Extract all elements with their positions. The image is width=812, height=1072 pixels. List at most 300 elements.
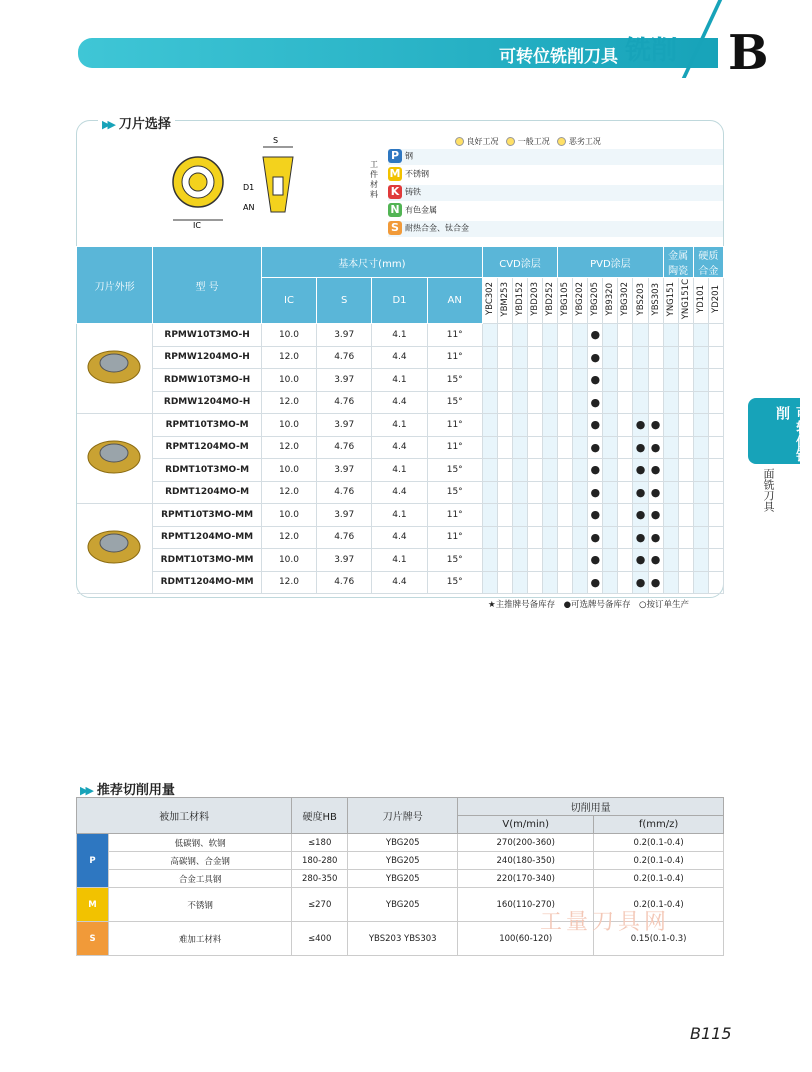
available-dot: ● <box>635 485 646 499</box>
grade-cell <box>693 481 708 504</box>
col-model: 型 号 <box>153 247 262 324</box>
grade-cell <box>497 391 512 414</box>
ic-cell: 10.0 <box>261 324 316 347</box>
col-carbide: 硬质合金 <box>693 247 723 278</box>
section-insert-selection-title: ▶▶ 刀片选择 <box>98 113 175 132</box>
f-cell: 0.15(0.1-0.3) <box>594 922 724 956</box>
model-cell: RDMW1204MO-H <box>153 391 262 414</box>
material-badge: P <box>388 149 402 163</box>
grade-cell <box>543 549 558 572</box>
material-badge: S <box>388 221 402 235</box>
hb-cell: 280-350 <box>292 870 348 888</box>
available-dot: ● <box>650 440 661 454</box>
grade-cell <box>618 414 633 437</box>
page-number: B115 <box>690 1024 732 1043</box>
material-badge: S <box>77 922 109 956</box>
material-cell: 合金工具钢 <box>109 870 292 888</box>
grade-cell <box>708 504 723 527</box>
available-dot: ● <box>590 508 601 522</box>
available-dot: ● <box>590 575 601 589</box>
grade-cell <box>663 391 678 414</box>
col-grade: 刀片牌号 <box>348 798 458 834</box>
grade-cell <box>693 504 708 527</box>
grade-cell <box>663 549 678 572</box>
grade-cell <box>663 414 678 437</box>
material-name: 不锈钢 <box>405 169 429 179</box>
side-tab[interactable] <box>748 398 810 464</box>
grade-cell <box>482 504 497 527</box>
grade-cell <box>573 526 588 549</box>
grade-cell <box>603 346 618 369</box>
stock-legend: ★主推牌号备库存 ●可选牌号备库存 ○按订单生产 <box>488 600 689 610</box>
an-cell: 15° <box>427 391 482 414</box>
chapter-letter: B <box>728 25 769 81</box>
table-row <box>77 526 724 549</box>
grade-cell <box>543 571 558 594</box>
col-grade-ybd252: YBD252 <box>543 278 558 324</box>
grade-cell <box>633 324 648 347</box>
grade-cell <box>497 504 512 527</box>
grade-cell <box>708 526 723 549</box>
grade-cell <box>648 526 663 549</box>
grade-cell <box>693 459 708 482</box>
model-cell: RDMT10T3MO-MM <box>153 549 262 572</box>
grade-cell <box>543 481 558 504</box>
header-tab: 铣削 <box>625 36 678 66</box>
col-material: 被加工材料 <box>77 798 292 834</box>
col-hb: 硬度HB <box>292 798 348 834</box>
dim-an-label: AN <box>243 203 255 212</box>
an-cell: 15° <box>427 571 482 594</box>
grade-cell <box>573 391 588 414</box>
d1-cell: 4.1 <box>372 369 427 392</box>
grade-cell <box>497 369 512 392</box>
available-dot: ● <box>635 440 646 454</box>
grade-cell <box>543 459 558 482</box>
grade-cell <box>573 346 588 369</box>
insert-diagram <box>165 132 295 232</box>
grade-cell <box>528 504 543 527</box>
grade-cell <box>633 436 648 459</box>
grade-cell <box>512 504 527 527</box>
col-grade-yb9320: YB9320 <box>603 278 618 324</box>
grade-cell <box>603 571 618 594</box>
col-cvd: CVD涂层 <box>482 247 557 278</box>
grade-cell: YBS203 YBS303 <box>348 922 458 956</box>
available-dot: ● <box>650 463 661 477</box>
grade-cell <box>482 436 497 459</box>
grade-cell <box>708 324 723 347</box>
s-cell: 4.76 <box>317 346 372 369</box>
grade-cell <box>558 391 573 414</box>
grade-cell <box>528 346 543 369</box>
grade-cell <box>512 324 527 347</box>
grade-cell <box>648 414 663 437</box>
s-cell: 3.97 <box>317 549 372 572</box>
grade-cell <box>482 346 497 369</box>
s-cell: 3.97 <box>317 414 372 437</box>
double-arrow-icon: ▶▶ <box>102 118 113 131</box>
available-dot: ● <box>650 575 661 589</box>
neutral-face-icon <box>506 137 515 146</box>
grade-cell <box>512 526 527 549</box>
grade-cell <box>497 436 512 459</box>
grade-cell <box>543 324 558 347</box>
grade-cell <box>573 324 588 347</box>
ic-cell: 10.0 <box>261 369 316 392</box>
grade-cell <box>543 414 558 437</box>
s-cell: 4.76 <box>317 571 372 594</box>
material-cell: 低碳钢、软钢 <box>109 834 292 852</box>
grade-cell <box>618 436 633 459</box>
grade-cell <box>633 459 648 482</box>
an-cell: 11° <box>427 526 482 549</box>
s-cell: 4.76 <box>317 526 372 549</box>
grade-cell <box>573 414 588 437</box>
grade-cell <box>528 526 543 549</box>
grade-cell <box>512 391 527 414</box>
page-header-bar <box>78 38 718 68</box>
d1-cell: 4.1 <box>372 549 427 572</box>
grade-cell <box>648 549 663 572</box>
grade-cell <box>603 549 618 572</box>
grade-cell <box>528 549 543 572</box>
available-dot: ● <box>635 463 646 477</box>
grade-cell <box>618 369 633 392</box>
model-cell: RPMT1204MO-MM <box>153 526 262 549</box>
grade-cell <box>663 346 678 369</box>
material-badge: P <box>77 834 109 888</box>
grade-cell <box>588 459 603 482</box>
col-grade-yng151c: YNG151C <box>678 278 693 324</box>
grade-cell <box>618 504 633 527</box>
model-cell: RPMT10T3MO-MM <box>153 504 262 527</box>
grade-cell <box>633 504 648 527</box>
d1-cell: 4.1 <box>372 459 427 482</box>
d1-cell: 4.4 <box>372 481 427 504</box>
grade-cell <box>482 414 497 437</box>
material-badge: M <box>389 167 401 180</box>
model-cell: RDMW10T3MO-H <box>153 369 262 392</box>
model-cell: RDMT1204MO-M <box>153 481 262 504</box>
grade-cell <box>603 369 618 392</box>
grade-cell <box>603 504 618 527</box>
material-row-s <box>388 221 723 237</box>
col-dims: 基本尺寸(mm) <box>261 247 482 278</box>
grade-cell <box>558 414 573 437</box>
material-row-k <box>388 185 723 201</box>
ic-cell: 12.0 <box>261 481 316 504</box>
side-subtitle: 面铣刀具 <box>762 468 775 512</box>
grade-cell <box>648 346 663 369</box>
grade-cell <box>663 571 678 594</box>
grade-cell <box>618 549 633 572</box>
hb-cell: 180-280 <box>292 852 348 870</box>
grade-cell <box>482 549 497 572</box>
available-dot: ● <box>590 463 601 477</box>
available-dot: ● <box>650 530 661 544</box>
grade-cell <box>482 571 497 594</box>
col-grade-yng151: YNG151 <box>663 278 678 324</box>
grade-cell <box>633 369 648 392</box>
material-row-m <box>388 167 723 183</box>
grade-cell <box>543 346 558 369</box>
available-dot: ● <box>590 440 601 454</box>
d1-cell: 4.4 <box>372 346 427 369</box>
grade-cell <box>618 391 633 414</box>
d1-cell: 4.4 <box>372 391 427 414</box>
grade-cell <box>678 571 693 594</box>
grade-cell <box>678 436 693 459</box>
grade-cell <box>693 549 708 572</box>
s-cell: 3.97 <box>317 504 372 527</box>
table-row <box>77 481 724 504</box>
available-dot: ● <box>590 418 601 432</box>
grade-cell <box>482 391 497 414</box>
an-cell: 15° <box>427 369 482 392</box>
grade-cell <box>678 391 693 414</box>
model-cell: RPMW10T3MO-H <box>153 324 262 347</box>
grade-cell <box>558 346 573 369</box>
available-dot: ● <box>650 553 661 567</box>
grade-cell <box>648 459 663 482</box>
model-cell: RDMT10T3MO-M <box>153 459 262 482</box>
grade-cell: YBG205 <box>348 870 458 888</box>
grade-cell <box>497 459 512 482</box>
available-dot: ● <box>650 508 661 522</box>
grade-cell <box>663 324 678 347</box>
material-row-n <box>388 203 723 219</box>
grade-cell <box>573 504 588 527</box>
grade-cell <box>633 481 648 504</box>
col-cermet: 金属陶瓷 <box>663 247 693 278</box>
available-dot: ● <box>635 508 646 522</box>
watermark: 工量刀具网 <box>540 910 671 935</box>
grade-cell <box>588 549 603 572</box>
grade-cell <box>603 414 618 437</box>
grade-cell <box>573 369 588 392</box>
available-dot: ● <box>635 553 646 567</box>
grade-cell <box>618 526 633 549</box>
f-cell: 0.2(0.1-0.4) <box>594 834 724 852</box>
grade-cell <box>648 391 663 414</box>
v-cell: 270(200-360) <box>458 834 594 852</box>
material-badge: K <box>388 185 402 199</box>
material-cell: 高碳钢、合金钢 <box>109 852 292 870</box>
model-cell: RPMT1204MO-M <box>153 436 262 459</box>
available-dot: ● <box>590 553 601 567</box>
grade-cell <box>678 324 693 347</box>
available-dot: ● <box>650 485 661 499</box>
ic-cell: 12.0 <box>261 436 316 459</box>
material-name: 铸铁 <box>405 187 421 197</box>
grade-cell <box>588 571 603 594</box>
ic-cell: 10.0 <box>261 459 316 482</box>
table-row <box>77 369 724 392</box>
grade-cell <box>482 481 497 504</box>
grade-cell <box>573 459 588 482</box>
grade-cell <box>708 459 723 482</box>
condition-legend: 良好工况 一般工况 恶劣工况 <box>455 136 601 147</box>
grade-cell <box>693 414 708 437</box>
ic-cell: 12.0 <box>261 571 316 594</box>
available-dot: ● <box>635 530 646 544</box>
grade-cell <box>648 369 663 392</box>
grade-cell <box>528 414 543 437</box>
grade-cell <box>573 436 588 459</box>
grade-cell <box>543 504 558 527</box>
ic-cell: 10.0 <box>261 504 316 527</box>
grade-cell <box>497 346 512 369</box>
grade-cell <box>558 436 573 459</box>
model-cell: RPMT10T3MO-M <box>153 414 262 437</box>
col-grade-ybd203: YBD203 <box>528 278 543 324</box>
col-d1: D1 <box>372 278 427 324</box>
cutting-row <box>77 852 724 870</box>
col-cut: 切削用量 <box>458 798 724 816</box>
grade-cell <box>543 526 558 549</box>
grade-cell <box>588 436 603 459</box>
ic-cell: 12.0 <box>261 391 316 414</box>
grade-cell <box>543 369 558 392</box>
col-grade-ybs303: YBS303 <box>648 278 663 324</box>
grade-cell <box>528 459 543 482</box>
grade-cell <box>573 571 588 594</box>
d1-cell: 4.1 <box>372 504 427 527</box>
grade-cell <box>693 346 708 369</box>
col-grade-ybg302: YBG302 <box>618 278 633 324</box>
material-name: 钢 <box>405 151 413 161</box>
grade-cell <box>482 526 497 549</box>
table-row <box>77 571 724 594</box>
grade-cell <box>512 571 527 594</box>
grade-cell <box>558 571 573 594</box>
grade-cell <box>558 526 573 549</box>
col-pvd: PVD涂层 <box>558 247 663 278</box>
an-cell: 11° <box>427 324 482 347</box>
grade-cell <box>648 436 663 459</box>
grade-cell <box>603 324 618 347</box>
grade-cell <box>512 346 527 369</box>
grade-cell <box>573 549 588 572</box>
grade-cell <box>678 504 693 527</box>
section-cutting-title: ▶▶ 推荐切削用量 <box>80 783 175 798</box>
table-row <box>77 324 724 347</box>
grade-cell <box>708 414 723 437</box>
grade-cell <box>558 459 573 482</box>
material-badge: N <box>388 203 402 217</box>
f-cell: 0.2(0.1-0.4) <box>594 852 724 870</box>
s-cell: 3.97 <box>317 324 372 347</box>
col-grade-yd201: YD201 <box>708 278 723 324</box>
grade-cell <box>497 571 512 594</box>
grade-cell <box>497 526 512 549</box>
grade-cell <box>588 346 603 369</box>
cutting-row <box>77 870 724 888</box>
smile-face-icon <box>455 137 464 146</box>
col-grade-ybg202: YBG202 <box>573 278 588 324</box>
grade-cell <box>603 526 618 549</box>
dim-s-label: S <box>273 136 279 145</box>
grade-cell <box>528 571 543 594</box>
grade-cell <box>543 391 558 414</box>
grade-cell <box>633 571 648 594</box>
v-cell: 160(110-270) <box>458 888 594 922</box>
grade-cell <box>603 459 618 482</box>
material-cell: 难加工材料 <box>109 922 292 956</box>
hb-cell: ≤400 <box>292 922 348 956</box>
col-f: f(mm/z) <box>594 816 724 834</box>
grade-cell <box>633 526 648 549</box>
d1-cell: 4.4 <box>372 526 427 549</box>
grade-cell <box>708 391 723 414</box>
double-arrow-icon: ▶▶ <box>80 784 91 797</box>
grade-cell <box>497 324 512 347</box>
grade-cell <box>678 481 693 504</box>
dim-ic-label: IC <box>193 221 201 230</box>
grade-cell <box>588 504 603 527</box>
grade-cell: YBG205 <box>348 888 458 922</box>
an-cell: 11° <box>427 504 482 527</box>
col-grade-ybm253: YBM253 <box>497 278 512 324</box>
grade-cell <box>588 324 603 347</box>
grade-cell <box>528 324 543 347</box>
ic-cell: 10.0 <box>261 414 316 437</box>
d1-cell: 4.4 <box>372 571 427 594</box>
workpiece-material-label: 工件材料 <box>370 160 378 199</box>
grade-cell <box>588 481 603 504</box>
available-dot: ● <box>590 395 601 409</box>
grade-cell <box>678 459 693 482</box>
grade-cell <box>648 571 663 594</box>
sad-face-icon <box>557 137 566 146</box>
model-cell: RPMW1204MO-H <box>153 346 262 369</box>
grade-cell <box>693 436 708 459</box>
model-cell: RDMT1204MO-MM <box>153 571 262 594</box>
grade-cell <box>512 549 527 572</box>
col-shape: 刀片外形 <box>77 247 153 324</box>
available-dot: ● <box>590 373 601 387</box>
col-an: AN <box>427 278 482 324</box>
grade-cell <box>648 481 663 504</box>
insert-image <box>77 324 153 414</box>
grade-cell <box>497 414 512 437</box>
grade-cell <box>497 549 512 572</box>
grade-cell <box>497 481 512 504</box>
grade-cell <box>588 526 603 549</box>
an-cell: 15° <box>427 459 482 482</box>
grade-cell <box>588 369 603 392</box>
material-row-p <box>388 149 723 165</box>
insert-grade-table <box>76 246 724 594</box>
hb-cell: ≤270 <box>292 888 348 922</box>
grade-cell <box>528 391 543 414</box>
grade-cell <box>558 504 573 527</box>
v-cell: 220(170-340) <box>458 870 594 888</box>
an-cell: 15° <box>427 481 482 504</box>
available-dot: ● <box>590 485 601 499</box>
grade-cell: YBG205 <box>348 834 458 852</box>
grade-cell <box>678 414 693 437</box>
grade-cell <box>618 324 633 347</box>
table-row <box>77 436 724 459</box>
available-dot: ● <box>590 530 601 544</box>
grade-cell <box>528 436 543 459</box>
grade-cell <box>512 414 527 437</box>
grade-cell <box>693 391 708 414</box>
ic-cell: 10.0 <box>261 549 316 572</box>
col-grade-ybs203: YBS203 <box>633 278 648 324</box>
